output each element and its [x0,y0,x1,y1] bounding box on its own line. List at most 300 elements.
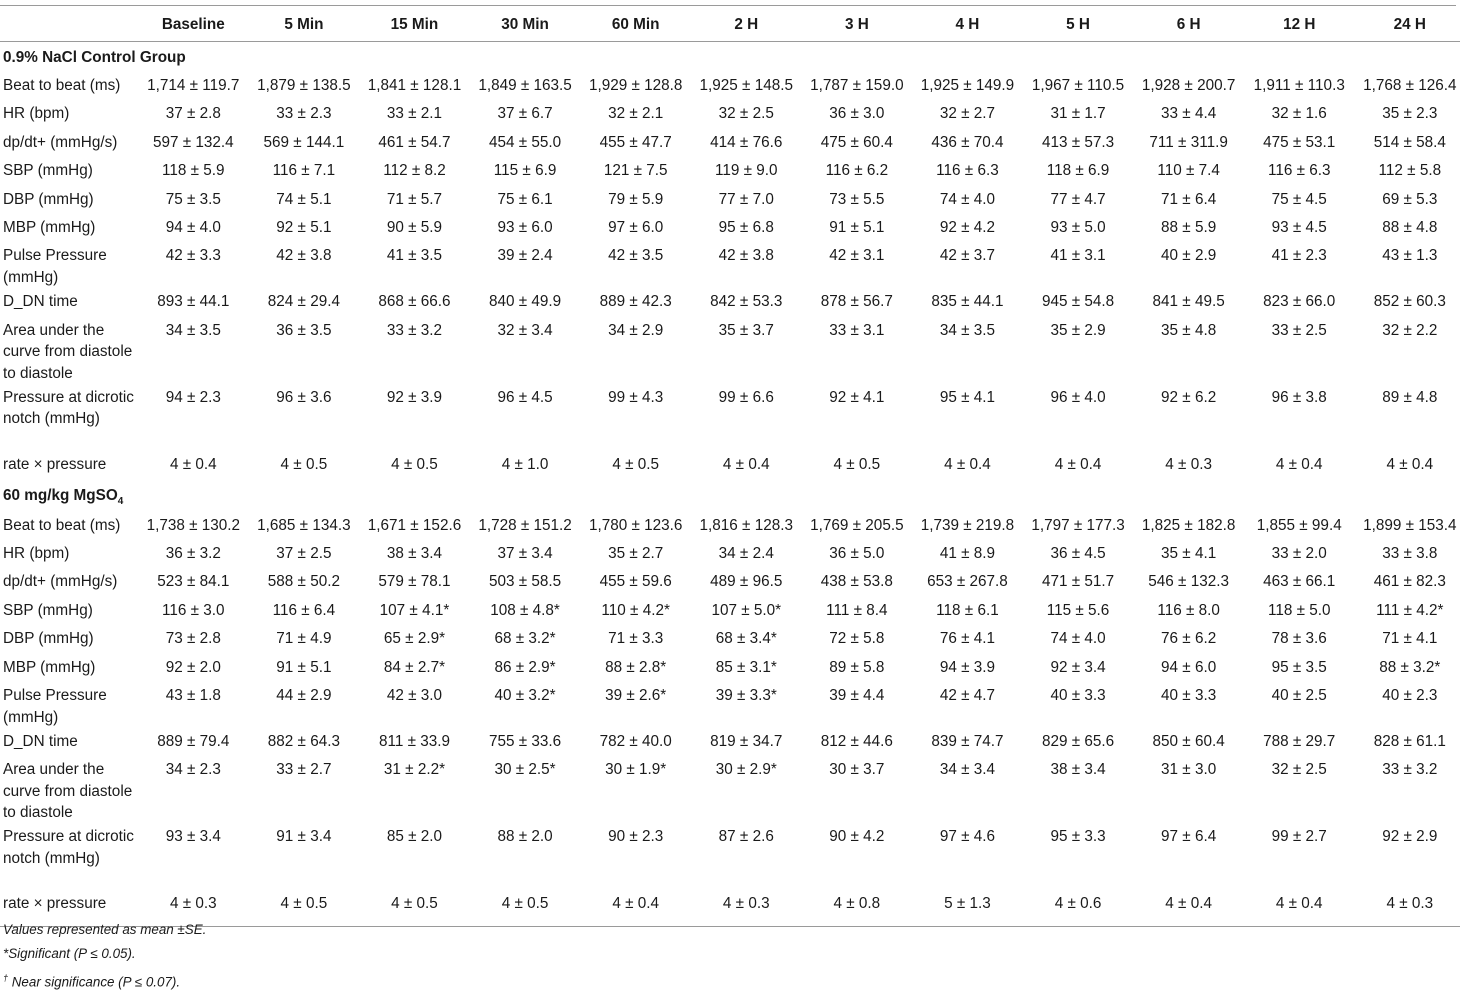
table-cell: 1,879 ± 138.5 [257,77,351,94]
table-cell: 116 ± 6.3 [1267,162,1331,180]
table-cell: 1,816 ± 128.3 [699,516,793,534]
table-cell: 893 ± 44.1 [157,293,230,311]
table-cell: 116 ± 6.3 [936,162,999,180]
table-cell: 116 ± 3.0 [162,601,225,619]
group-title-text: 0.9% NaCl Control Group [3,49,186,66]
table-cell: 35 ± 2.7 [608,545,664,563]
table-cell: 111 ± 8.4 [826,601,888,619]
table-cell: 788 ± 29.7 [1263,733,1336,751]
table-cell: 414 ± 76.6 [710,133,783,151]
table-cell: 33 ± 3.2 [1382,761,1438,779]
table-cell: 438 ± 53.8 [820,573,893,591]
table-cell: 33 ± 2.7 [276,761,332,779]
table-cell: 1,768 ± 126.4 [1363,77,1457,94]
table-cell: 38 ± 3.4 [386,545,443,563]
table-cell: 116 ± 7.1 [272,162,336,180]
table-cell: 97 ± 6.0 [608,218,664,236]
table-cell: 514 ± 58.4 [1373,133,1446,151]
table-cell: 889 ± 42.3 [599,293,672,311]
table-cell: 92 ± 6.2 [1161,388,1217,406]
table-cell: 40 ± 3.2* [494,687,556,705]
table-cell: 42 ± 3.5 [608,247,664,265]
table-cell: 32 ± 2.5 [718,105,774,123]
table-cell: 118 ± 5.9 [162,162,225,180]
table-cell: 90 ± 5.9 [386,218,443,236]
table-cell: 4 ± 0.3 [138,891,249,926]
table-cell: 92 ± 2.0 [165,658,221,676]
table-cell: 71 ± 3.3 [608,630,664,648]
table-cell: 40 ± 2.3 [1382,687,1438,705]
table-cell: 116 ± 6.4 [272,601,336,619]
table-cell: 413 ± 57.3 [1041,133,1115,151]
row-label: dp/dt+ (mmHg/s) [3,573,118,591]
table-cell: 71 ± 4.1 [1382,630,1438,648]
table-cell: 4 ± 0.3 [1355,891,1460,926]
table-cell: 828 ± 61.1 [1373,733,1446,751]
table-row [0,158,1460,186]
table-row [0,385,1460,452]
table-cell: 34 ± 2.4 [718,545,774,563]
table-cell: 71 ± 5.7 [386,190,443,208]
table-cell: 755 ± 33.6 [488,733,562,751]
table-row [0,318,1460,385]
table-cell: 88 ± 3.2* [1379,658,1441,676]
table-cell: 1,928 ± 200.7 [1141,77,1236,94]
table-cell: 475 ± 53.1 [1263,133,1336,151]
table-cell: 94 ± 3.9 [939,658,996,676]
table-row [0,541,1460,569]
table-row [0,569,1460,597]
table-cell: 95 ± 4.1 [939,388,996,406]
table-cell: 852 ± 60.3 [1373,293,1446,311]
table-cell: 4 ± 0.5 [359,891,470,926]
table-cell: 1,825 ± 182.8 [1141,516,1236,534]
table-cell: 95 ± 3.5 [1271,658,1327,676]
table-row [0,891,1460,926]
column-header: 5 Min [249,8,360,42]
table-cell: 32 ± 2.5 [1271,761,1327,779]
table-row [0,626,1460,654]
dagger-mark: † [3,973,9,983]
table-cell: 461 ± 82.3 [1373,573,1446,591]
table-row [0,243,1460,289]
table-row [0,757,1460,824]
table-cell: 44 ± 2.9 [276,687,332,705]
table-cell: 84 ± 2.7* [383,658,446,676]
table-cell: 579 ± 78.1 [378,573,451,591]
table-cell: 4 ± 0.5 [249,891,360,926]
table-cell: 92 ± 3.4 [1050,658,1106,676]
table-cell: 76 ± 6.2 [1161,630,1217,648]
row-label: Pulse Pressure (mmHg) [3,247,107,286]
group-title [0,480,1460,513]
table-cell: 30 ± 1.9* [605,761,667,779]
table-cell: 75 ± 6.1 [497,190,553,208]
footnote-near-significance-text: Near significance (P ≤ 0.07). [11,974,181,990]
table-cell: 111 ± 4.2* [1376,601,1444,619]
table-cell: 4 ± 0.5 [391,455,438,473]
table-cell: 4 ± 0.6 [1023,891,1134,926]
table-cell: 475 ± 60.4 [820,133,893,151]
table-cell: 88 ± 4.8 [1382,218,1438,236]
table-cell: 4 ± 0.5 [470,891,581,926]
group-title-text: 60 mg/kg MgSO [3,487,118,505]
table-cell: 87 ± 2.6 [718,828,774,846]
table-cell: 96 ± 4.5 [497,388,553,406]
table-cell: 118 ± 6.1 [936,601,999,619]
table-cell: 116 ± 8.0 [1157,601,1220,619]
table-cell: 85 ± 3.1* [715,658,777,676]
table-cell: 4 ± 1.0 [501,455,549,473]
table-cell: 71 ± 6.4 [1161,190,1217,208]
table-cell: 93 ± 6.0 [497,218,553,236]
row-label: MBP (mmHg) [3,658,96,676]
table-cell: 97 ± 6.4 [1161,828,1217,846]
table-cell: 489 ± 96.5 [710,573,783,591]
table-cell: 71 ± 4.9 [276,630,332,648]
table-cell: 31 ± 2.2* [383,761,446,779]
column-header: 15 Min [359,8,470,42]
table-row [0,598,1460,626]
table-cell: 93 ± 4.5 [1271,218,1327,236]
table-row [0,824,1460,891]
table-cell: 86 ± 2.9* [494,658,556,676]
table-cell: 653 ± 267.8 [927,573,1008,591]
table-row [0,513,1460,541]
table-cell: 74 ± 4.0 [939,190,996,208]
table-cell: 4 ± 0.4 [580,891,691,926]
table-cell: 819 ± 34.7 [710,733,783,751]
row-label: D_DN time [3,733,78,751]
table-cell: 461 ± 54.7 [378,133,451,151]
table-cell: 74 ± 5.1 [276,190,332,208]
table-cell: 546 ± 132.3 [1148,573,1229,591]
table-cell: 1,739 ± 219.8 [920,516,1015,534]
table-cell: 842 ± 53.3 [710,293,783,311]
table-cell: 32 ± 2.7 [939,105,996,123]
row-label: rate × pressure [0,891,138,926]
table-row [0,73,1460,101]
table-cell: 40 ± 2.9 [1161,247,1217,265]
table-cell: 68 ± 3.2* [494,630,556,648]
table-cell: 34 ± 3.5 [939,321,996,339]
table-cell: 39 ± 2.4 [497,247,553,265]
table-cell: 463 ± 66.1 [1263,573,1336,591]
row-label: Area under the curve from diastole to diastole [3,761,133,822]
table-cell: 4 ± 0.8 [802,891,913,926]
table-cell: 1,849 ± 163.5 [478,77,572,94]
table-cell: 107 ± 4.1* [379,601,450,619]
table-cell: 77 ± 7.0 [718,190,774,208]
table-row [0,452,1460,480]
top-rule [0,5,1456,6]
table-cell: 118 ± 6.9 [1046,162,1110,180]
table-cell: 41 ± 3.1 [1050,247,1106,265]
table-cell: 1,769 ± 205.5 [810,516,904,534]
row-label: DBP (mmHg) [3,630,94,648]
group-title [0,42,1460,74]
table-cell: 42 ± 3.1 [829,247,885,265]
table-cell: 93 ± 5.0 [1050,218,1106,236]
table-cell: 115 ± 6.9 [493,162,557,180]
table-cell: 116 ± 6.2 [825,162,889,180]
table-cell: 30 ± 3.7 [829,761,885,779]
table-cell: 588 ± 50.2 [267,573,340,591]
row-label: Pressure at dicrotic notch (mmHg) [3,388,134,428]
table-cell: 93 ± 3.4 [165,828,221,846]
column-header: 2 H [691,8,802,42]
table-cell: 835 ± 44.1 [931,293,1004,311]
table-cell: 65 ± 2.9* [383,630,446,648]
table-cell: 68 ± 3.4* [715,630,777,648]
row-label: MBP (mmHg) [3,218,96,236]
table-cell: 38 ± 3.4 [1050,761,1106,779]
table-cell: 32 ± 2.2 [1382,321,1438,339]
table-row [0,683,1460,729]
table-cell: 569 ± 144.1 [263,133,345,151]
table-cell: 1,925 ± 148.5 [699,77,793,94]
table-cell: 90 ± 2.3 [608,828,664,846]
footnote-significant: *Significant (P ≤ 0.05). [3,946,136,961]
table-cell: 99 ± 4.3 [608,388,664,406]
table-cell: 95 ± 6.8 [718,218,774,236]
table-cell: 73 ± 5.5 [829,190,885,208]
table-cell: 77 ± 4.7 [1050,190,1106,208]
table-cell: 92 ± 4.2 [939,218,996,236]
table-cell: 115 ± 5.6 [1046,601,1110,619]
table-cell: 107 ± 5.0* [711,601,782,619]
table-cell: 31 ± 1.7 [1050,105,1106,123]
table-cell: 4 ± 0.4 [1386,455,1434,473]
table-cell: 36 ± 3.2 [165,545,221,563]
table-cell: 92 ± 3.9 [386,388,443,406]
table-cell: 471 ± 51.7 [1041,573,1115,591]
table-cell: 34 ± 3.5 [165,321,221,339]
table-cell: 35 ± 4.8 [1161,321,1217,339]
table-cell: 1,738 ± 130.2 [146,516,241,534]
table-cell: 69 ± 5.3 [1382,190,1438,208]
row-label: HR (bpm) [3,545,70,563]
row-label: Pressure at dicrotic notch (mmHg) [3,828,134,867]
table-cell: 4 ± 0.5 [833,455,881,473]
table-cell: 1,925 ± 149.9 [920,77,1015,94]
column-header: 6 H [1133,8,1244,42]
table-cell: 43 ± 1.8 [165,687,221,705]
table-cell: 1,967 ± 110.5 [1031,77,1125,94]
table-cell: 4 ± 0.4 [1054,455,1102,473]
table-cell: 79 ± 5.9 [608,190,664,208]
table-cell: 503 ± 58.5 [488,573,562,591]
group-header-row [0,480,1460,513]
column-header [0,8,138,42]
table-cell: 37 ± 2.5 [276,545,332,563]
table-cell: 42 ± 3.7 [939,247,996,265]
table-cell: 85 ± 2.0 [386,828,443,846]
table-cell: 945 ± 54.8 [1041,293,1115,311]
table-cell: 33 ± 3.2 [386,321,443,339]
footnote-near-significance [3,966,206,994]
column-header: 60 Min [580,8,691,42]
table-cell: 32 ± 3.4 [497,321,553,339]
table-cell: 99 ± 6.6 [718,388,774,406]
table-cell: 597 ± 132.4 [152,133,234,151]
table-cell: 89 ± 5.8 [829,658,885,676]
row-label: SBP (mmHg) [3,601,93,619]
table-cell: 36 ± 3.0 [829,105,885,123]
table-cell: 121 ± 7.5 [603,162,668,180]
data-table [0,8,1460,927]
row-label: Beat to beat (ms) [3,77,121,94]
table-cell: 88 ± 2.8* [605,658,667,676]
table-cell: 32 ± 2.1 [608,105,664,123]
column-header: 4 H [912,8,1023,42]
table-cell: 839 ± 74.7 [931,733,1004,751]
table-cell: 841 ± 49.5 [1152,293,1225,311]
table-cell: 1,671 ± 152.6 [367,516,462,534]
table-cell: 811 ± 33.9 [378,733,451,751]
table-cell: 35 ± 3.7 [718,321,774,339]
table-cell: 96 ± 3.6 [276,388,332,406]
table-cell: 42 ± 3.8 [276,247,332,265]
table-cell: 75 ± 4.5 [1271,190,1327,208]
table-cell: 110 ± 7.4 [1157,162,1220,180]
table-cell: 32 ± 1.6 [1271,105,1327,123]
table-cell: 76 ± 4.1 [939,630,996,648]
table-cell: 91 ± 5.1 [276,658,332,676]
table-cell: 75 ± 3.5 [165,190,221,208]
table-cell: 889 ± 79.4 [157,733,230,751]
row-label: Area under the curve from diastole to diastole [3,321,133,382]
table-row [0,655,1460,683]
table-row [0,130,1460,158]
table-cell: 30 ± 2.5* [494,761,556,779]
table-cell: 36 ± 4.5 [1050,545,1106,563]
column-header: 3 H [802,8,913,42]
table-cell: 454 ± 55.0 [488,133,562,151]
table-cell: 35 ± 2.3 [1382,105,1438,123]
table-cell: 43 ± 1.3 [1382,247,1438,265]
table-cell: 37 ± 2.8 [165,105,221,123]
table-cell: 1,911 ± 110.3 [1253,77,1345,94]
table-cell: 33 ± 4.4 [1161,105,1217,123]
table-cell: 4 ± 0.3 [691,891,802,926]
table-cell: 1,787 ± 159.0 [810,77,904,94]
table-cell: 40 ± 2.5 [1271,687,1327,705]
table-cell: 523 ± 84.1 [157,573,230,591]
table-cell: 34 ± 2.9 [608,321,664,339]
table-cell: 91 ± 5.1 [829,218,885,236]
table-cell: 39 ± 4.4 [829,687,885,705]
table-cell: 436 ± 70.4 [931,133,1004,151]
table-cell: 99 ± 2.7 [1271,828,1327,846]
table-cell: 31 ± 3.0 [1161,761,1217,779]
table-cell: 96 ± 3.8 [1271,388,1327,406]
row-label: DBP (mmHg) [3,190,94,208]
table-row [0,187,1460,215]
table-cell: 824 ± 29.4 [267,293,340,311]
table-cell: 840 ± 49.9 [488,293,562,311]
group-header-row [0,42,1460,74]
table-cell: 90 ± 4.2 [829,828,885,846]
table-cell: 34 ± 2.3 [165,761,221,779]
table-cell: 96 ± 4.0 [1050,388,1106,406]
table-cell: 1,929 ± 128.8 [588,77,683,94]
table-cell: 823 ± 66.0 [1263,293,1336,311]
row-label: dp/dt+ (mmHg/s) [3,133,118,151]
table-cell: 882 ± 64.3 [267,733,340,751]
table-cell: 40 ± 3.3 [1161,687,1217,705]
table-cell: 94 ± 2.3 [165,388,221,406]
table-cell: 110 ± 4.2* [601,601,670,619]
table-cell: 34 ± 3.4 [939,761,996,779]
table-cell: 108 ± 4.8* [490,601,560,619]
row-label: rate × pressure [3,455,107,473]
table-cell: 711 ± 311.9 [1149,133,1228,151]
table-cell: 5 ± 1.3 [912,891,1023,926]
table-cell: 118 ± 5.0 [1267,601,1331,619]
table-cell: 868 ± 66.6 [378,293,451,311]
table-cell: 37 ± 6.7 [497,105,553,123]
table-cell: 40 ± 3.3 [1050,687,1106,705]
group-title-subscript: 4 [117,496,124,508]
table-cell: 88 ± 2.0 [497,828,553,846]
table-cell: 97 ± 4.6 [939,828,996,846]
table-cell: 35 ± 2.9 [1050,321,1106,339]
table-cell: 829 ± 65.6 [1041,733,1115,751]
header-row [0,8,1460,42]
table-cell: 92 ± 2.9 [1382,828,1438,846]
table-cell: 41 ± 3.5 [386,247,443,265]
row-label: Beat to beat (ms) [3,516,121,534]
column-header: 12 H [1244,8,1355,42]
table-row [0,215,1460,243]
table-cell: 33 ± 2.1 [386,105,443,123]
table-cell: 94 ± 6.0 [1161,658,1217,676]
table-cell: 4 ± 0.4 [169,455,217,473]
table-cell: 36 ± 3.5 [276,321,332,339]
table-row [0,289,1460,317]
table-cell: 1,841 ± 128.1 [367,77,462,94]
table-cell: 30 ± 2.9* [715,761,777,779]
table-cell: 112 ± 8.2 [383,162,446,180]
table-cell: 42 ± 3.0 [386,687,443,705]
table-cell: 33 ± 3.1 [829,321,885,339]
table-cell: 39 ± 3.3* [715,687,777,705]
table-cell: 4 ± 0.4 [722,455,770,473]
table-cell: 1,685 ± 134.3 [257,516,351,534]
table-cell: 36 ± 5.0 [829,545,885,563]
table-cell: 850 ± 60.4 [1152,733,1225,751]
table-cell: 1,855 ± 99.4 [1256,516,1342,534]
table-cell: 33 ± 3.8 [1382,545,1438,563]
table-row [0,729,1460,757]
table-cell: 35 ± 4.1 [1161,545,1217,563]
table-cell: 1,728 ± 151.2 [478,516,572,534]
footnote-mean-se: Values represented as mean ±SE. [3,922,207,937]
table-cell: 455 ± 59.6 [599,573,672,591]
table-cell: 95 ± 3.3 [1050,828,1106,846]
row-label: D_DN time [3,293,78,311]
table-cell: 41 ± 2.3 [1271,247,1327,265]
table-cell: 91 ± 3.4 [276,828,332,846]
table-cell: 4 ± 0.4 [1133,891,1244,926]
column-header: Baseline [138,8,249,42]
table-cell: 89 ± 4.8 [1382,388,1438,406]
row-label: SBP (mmHg) [3,162,93,180]
table-cell: 4 ± 0.5 [612,455,659,473]
table-cell: 73 ± 2.8 [165,630,221,648]
table-cell: 1,714 ± 119.7 [147,77,240,94]
